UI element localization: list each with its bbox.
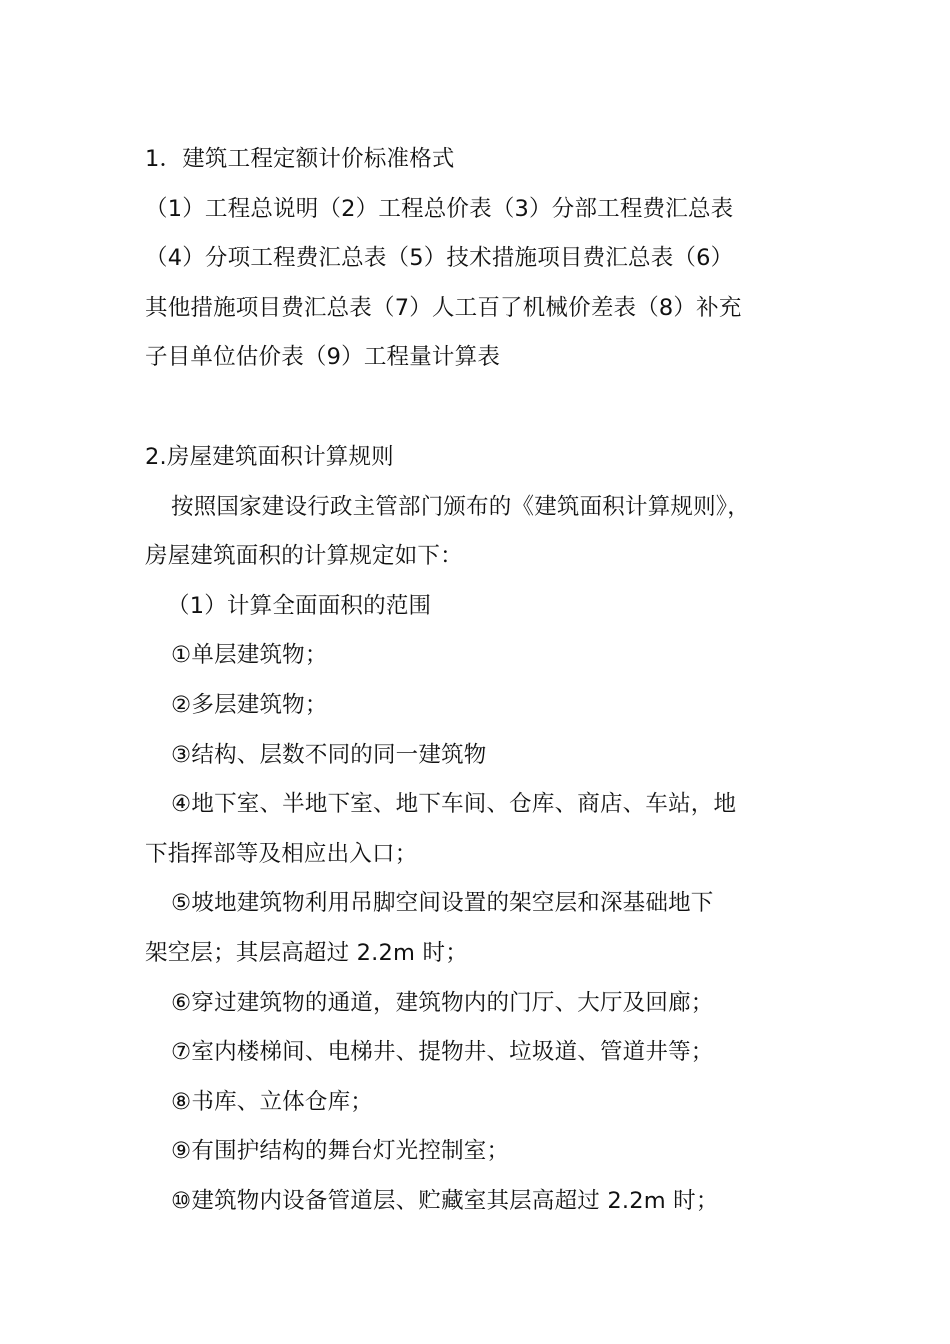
section2-intro: 按照国家建设行政主管部门颁布的《建筑面积计算规则》， [171,493,750,520]
list-item: ⑦室内楼梯间、电梯井、提物井、垃圾道、管道井等； [171,1039,714,1066]
list-item: ③结构、层数不同的同一建筑物 [171,741,487,768]
list-item: ⑩建筑物内设备管道层、贮藏室其层高超过 2.2m 时； [171,1187,719,1214]
section1-line: （1）工程总说明（2）工程总价表（3）分部工程费汇总表 [145,195,734,222]
list-item: ⑤坡地建筑物利用吊脚空间设置的架空层和深基础地下 [171,890,714,917]
list-item: ①单层建筑物； [171,642,328,669]
section2-intro-continued: 房屋建筑面积的计算规定如下： [145,543,463,570]
section1-line: 子目单位估价表（9）工程量计算表 [145,344,501,371]
list-item: ⑥穿过建筑物的通道，建筑物内的门厅、大厅及回廊； [171,989,714,1016]
section-spacer [145,383,810,433]
document-body [145,135,810,1226]
section2-subheading: （1）计算全面面积的范围 [167,592,432,619]
list-item: ④地下室、半地下室、地下车间、仓库、商店、车站，地 [171,791,737,818]
section1-line: 其他措施项目费汇总表（7）人工百了机械价差表（8）补充 [145,294,742,321]
list-item: ②多层建筑物； [171,691,328,718]
list-item: ⑧书库、立体仓库； [171,1088,373,1115]
section1-line: （4）分项工程费汇总表（5）技术措施项目费汇总表（6） [145,245,734,272]
section2-heading: 2.房屋建筑面积计算规则 [145,443,394,470]
list-item-continued: 下指挥部等及相应出入口； [145,840,418,867]
list-item-continued: 架空层；其层高超过 2.2m 时； [145,939,468,966]
list-item: ⑨有围护结构的舞台灯光控制室； [171,1138,510,1165]
section1-heading: 1．建筑工程定额计价标准格式 [145,146,455,172]
